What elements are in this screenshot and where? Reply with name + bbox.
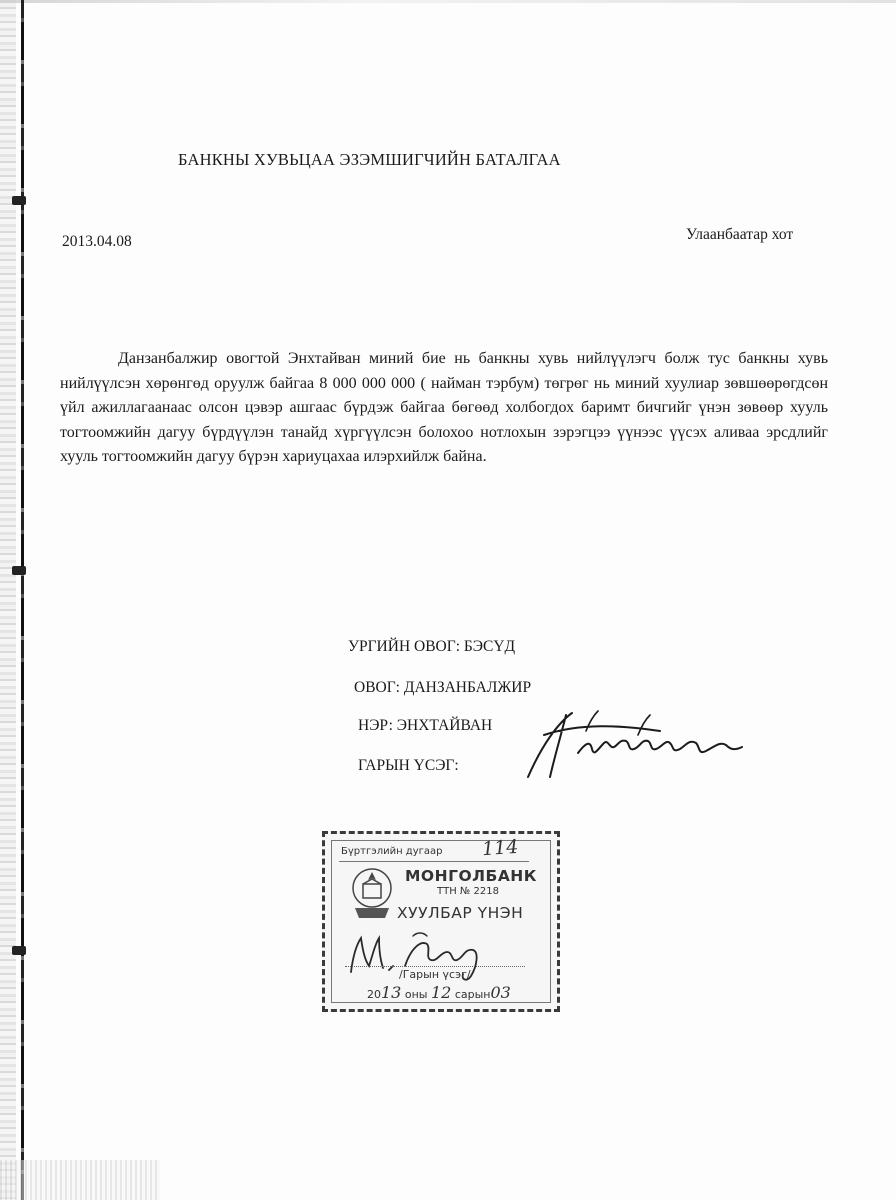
document-city: Улаанбаатар хот: [686, 226, 794, 243]
stamp-date-year: 13: [381, 983, 402, 1002]
bank-emblem-icon: [347, 864, 397, 922]
stamp-divider: [339, 861, 529, 862]
certification-stamp: [322, 831, 560, 1012]
stamp-ttn: ТТН № 2218: [437, 886, 499, 897]
stamp-signature-line: [345, 966, 525, 967]
stamp-registration-number: 114: [481, 835, 519, 861]
document-date: 2013.04.08: [62, 233, 132, 250]
scan-edge-band: [0, 0, 16, 1200]
stamp-date-prefix: 20: [367, 988, 381, 1001]
handwritten-signature: [520, 705, 750, 785]
stamp-verified-copy: ХУУЛБАР ҮНЭН: [397, 904, 524, 922]
stamp-date-month-suffix: сарын: [454, 988, 491, 1001]
stamp-date-month: 12: [430, 983, 452, 1002]
stamp-date: [367, 983, 511, 1002]
signature-label: ГАРЫН ҮСЭГ:: [358, 757, 459, 774]
declaration-paragraph: Данзанбалжир овогтой Энхтайван миний бие нь банкны хувь нийлүүлэгч болж тус банкны хувь нийлүүлсэн хөрөнгөд оруулж байгаа 8 000 000 000 ( найман тэрбум) төгрөг нь миний хуулиар зөвшөөрөгдсөн үйл ажиллагаанаас олсон цэвэр ашгаас бүрдэж байгаа бөгөөд холбогдох баримт бичгийг үнэн зөвөөр хууль тогтоомжийн дагуу бүрдүүлэн танайд хүргүүлсэн болохоо нотлохын зэрэгцээ үүнээс үүсэх аливаа эрсдлийг хууль тогтоомжийн дагуу бүрэн хариуцахаа илэрхийлж байна.: [60, 350, 828, 465]
clan-name-field: УРГИЙН ОВОГ: БЭСҮД: [348, 638, 516, 655]
scan-top-streak: [0, 0, 896, 3]
document-title: БАНКНЫ ХУВЬЦАА ЭЗЭМШИГЧИЙН БАТАЛГАА: [178, 150, 561, 169]
scan-bottom-band: [0, 1160, 160, 1200]
stamp-date-year-suffix: оны: [404, 988, 428, 1001]
punch-hole: [12, 946, 26, 955]
given-name-field: НЭР: ЭНХТАЙВАН: [358, 717, 493, 734]
surname-field: ОВОГ: ДАНЗАНБАЛЖИР: [354, 679, 532, 696]
punch-hole: [12, 196, 26, 205]
stamp-date-day: 03: [490, 983, 511, 1002]
punch-hole: [12, 566, 26, 575]
stamp-registration-label: Бүртгэлийн дугаар: [341, 846, 443, 857]
stamp-bank-name: МОНГОЛБАНК: [405, 867, 537, 885]
stamp-signature-label: /Гарын үсэг/: [399, 968, 471, 981]
binding-spine: [21, 0, 24, 1200]
